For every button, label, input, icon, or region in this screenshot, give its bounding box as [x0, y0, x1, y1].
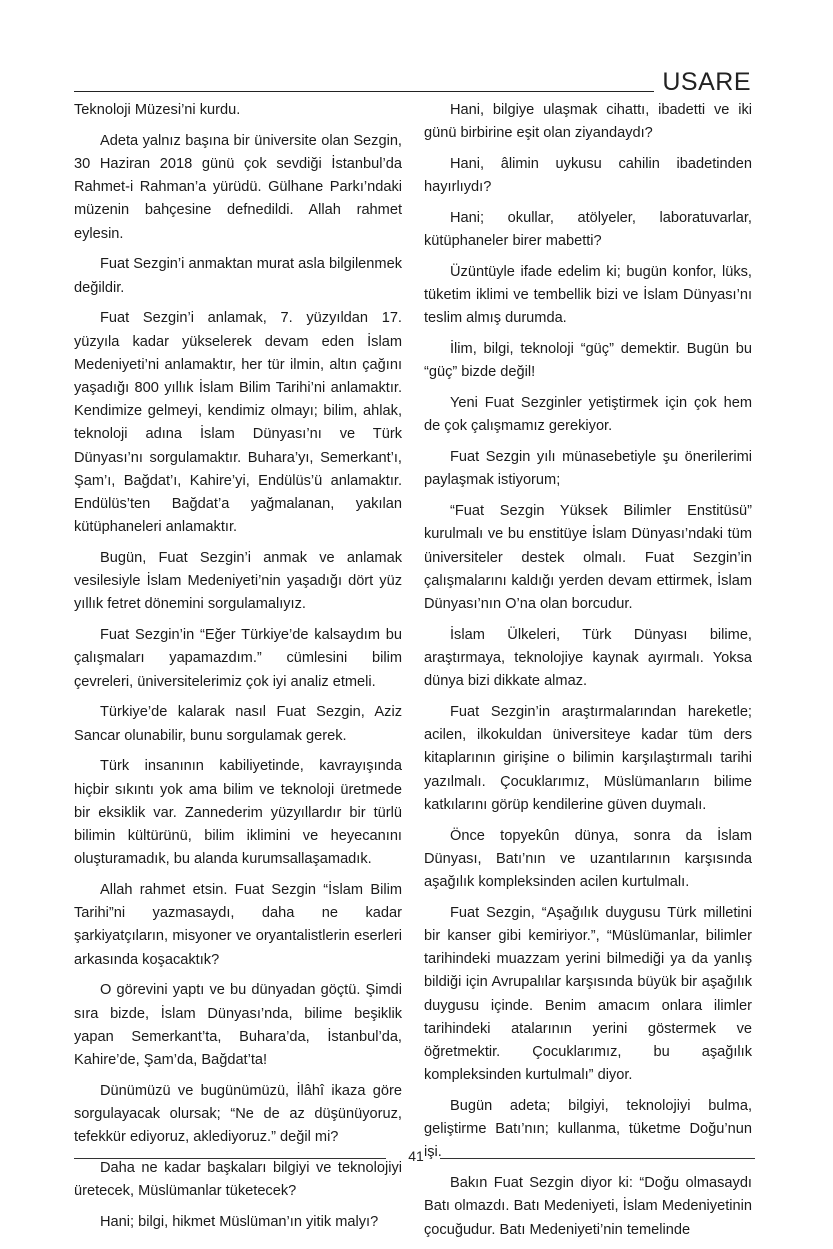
paragraph: Bugün, Fuat Sezgin’i anmak ve anlamak vesilesiyle İslam Medeniyeti’nin yaşadığı dört yüz yıllık fetret dönemini sorgulamalıyız. [74, 550, 402, 613]
paragraph: Adeta yalnız başına bir üniversite olan Sezgin, 30 Haziran 2018 günü çok sevdiği İstanbul’da Rahmet-i Rahman’a yürüdü. Gülhane Parkı’ndaki müzenin bahçesine defnedildi. Allah rahmet eylesin. [74, 132, 402, 242]
paragraph: Yeni Fuat Sezginler yetiştirmek için çok hem de çok çalışmamız gerekiyor. [424, 395, 752, 435]
paragraph: Türkiye’de kalarak nasıl Fuat Sezgin, Aziz Sancar olunabilir, bunu sorgulamak gerek. [74, 704, 402, 744]
paragraph: Hani; okullar, atölyeler, laboratuvarlar, kütüphaneler birer mabetti? [424, 210, 752, 250]
paragraph: Bugün adeta; bilgiyi, teknolojiyi bulma, geliştirme Batı’nın; kullanma, tüketme Doğu’nun işi. [424, 1098, 752, 1161]
paragraph: Hani, bilgiye ulaşmak cihattı, ibadetti ve iki günü birbirine eşit olan ziyandaydı? [424, 102, 752, 142]
paragraph: İlim, bilgi, teknoloji “güç” demektir. Bugün bu “güç” bizde değil! [424, 341, 752, 381]
paragraph: Fuat Sezgin’i anlamak, 7. yüzyıldan 17. yüzyıla kadar yükselerek devam eden İslam Medeniyeti’ni anlamaktır, her tür ilmin, altın çağını yaşadığı 800 yıllık İslam Bilim Tarihi’ni anlamaktır. Kendimize gelmeyi, kendimiz olmayı; bilim, ahlak, teknoloji adına İslam Dünyası’nı ve Türk Dünyası’nı sorgulamaktır. Buhara’yı, Semerkant’ı, Şam’ı, Bağdat’ı, Kahire’yi, Endülüs’ü anlamaktır. Endülüs’ten Bağdat’a yağmalanan, yakılan kütüphaneleri anlamaktır. [74, 310, 402, 536]
paragraph: O görevini yaptı ve bu dünyadan göçtü. Şimdi sıra bizde, İslam Dünyası’nda, bilime beşiklik yapan Semerkant’ta, Buhara’da, İstanbul’da, Kahire’de, Şam’da, Bağdat’ta! [74, 982, 402, 1069]
paragraph: Üzüntüyle ifade edelim ki; bugün konfor, lüks, tüketim iklimi ve tembellik bizi ve İslam Dünyası’nı teslim almış durumda. [424, 264, 752, 327]
paragraph: Dünümüzü ve bugünümüzü, İlâhî ikaza göre sorgulayacak olursak; “Ne de az düşünüyoruz, tefekkür ediyoruz, aklediyoruz.” değil mi? [74, 1082, 402, 1146]
paragraph: Türk insanının kabiliyetinde, kavrayışında hiçbir sıkıntı yok ama bilim ve teknoloji üretmede bir eksiklik var. Zannederim yüzyıllardır bir türlü bilimin kültürünü, bilim iklimini ve heyecanını oluşturamadık, bu alanda kurumsallaşamadık. [74, 758, 402, 868]
footer-rule-right [440, 1158, 755, 1159]
right-column [424, 99, 752, 1249]
journal-brand: USARE [662, 68, 751, 96]
header-rule [74, 91, 654, 92]
paragraph: “Fuat Sezgin Yüksek Bilimler Enstitüsü” kurulmalı ve bu enstitüye İslam Dünyası’ndaki tüm üniversiteler destek olmalı. Fuat Sezgin’in çalışmalarını kaldığı yerden devam ettirmek, İslam Dünyası’nın O’na olan borcudur. [424, 503, 752, 613]
left-column [74, 99, 402, 1242]
footer-rule-left [74, 1158, 386, 1159]
paragraph: Hani; bilgi, hikmet Müslüman’ın yitik malyı? [100, 1214, 379, 1231]
paragraph: Fuat Sezgin’in araştırmalarından hareketle; acilen, ilkokuldan üniversiteye kadar tüm ders kitaplarının girişine o bilimin karşılaştırmalı tarihi yazılmalı. Çocuklarımız, Müslümanların bilime katkılarını görüp kendilerine güven duymalı. [424, 704, 752, 813]
paragraph: Bakın Fuat Sezgin diyor ki: “Doğu olmasaydı Batı olmazdı. Batı Medeniyeti, İslam Medeniyetinin çocuğudur. Batı Medeniyeti’nin temelinde [424, 1175, 752, 1238]
paragraph: Fuat Sezgin yılı münasebetiyle şu önerilerimi paylaşmak istiyorum; [424, 449, 752, 489]
page-number: 41 [408, 1148, 424, 1164]
paragraph: Fuat Sezgin’i anmaktan murat asla bilgilenmek değildir. [74, 256, 402, 296]
paragraph: Fuat Sezgin’in “Eğer Türkiye’de kalsaydım bu çalışmaları yapamazdım.” cümlesini bilim çevreleri, üniversitelerimiz çok iyi analiz etmeli. [74, 627, 402, 690]
paragraph: Teknoloji Müzesi’ni kurdu. [74, 102, 241, 118]
paragraph: İslam Ülkeleri, Türk Dünyası bilime, araştırmaya, teknolojiye kaynak ayırmalı. Yoksa dünya bizi dikkate almaz. [424, 626, 752, 690]
paragraph: Fuat Sezgin, “Aşağılık duygusu Türk milletini bir kanser gibi kemiriyor.”, “Müslümanlar, bilimler tarihindeki muazzam yerini bilmediği ya da yanlış bildiği için Avrupalılar karşısında büyük bir aşağılık duygusu içinde. Benim amacım onlara ilimler tarihindeki atalarının yerini göstermek ve öğretmektir. Çocuklarımız, bu aşağılık kompleksinden kurtulmalı” diyor. [424, 904, 752, 1084]
paragraph: Hani, âlimin uykusu cahilin ibadetinden hayırlıydı? [424, 156, 752, 196]
paragraph: Önce topyekûn dünya, sonra da İslam Dünyası, Batı’nın ve uzantılarının karşısında aşağılık kompleksinden acilen kurtulmalı. [424, 827, 752, 891]
paragraph: Daha ne kadar başkaları bilgiyi ve teknolojiyi üretecek, Müslümanlar tüketecek? [74, 1160, 402, 1200]
paragraph: Allah rahmet etsin. Fuat Sezgin “İslam Bilim Tarihi”ni yazmasaydı, daha ne kadar şarkiyatçıların, misyoner ve oryantalistlerin eserleri arkasında koşacaktık? [74, 882, 402, 968]
